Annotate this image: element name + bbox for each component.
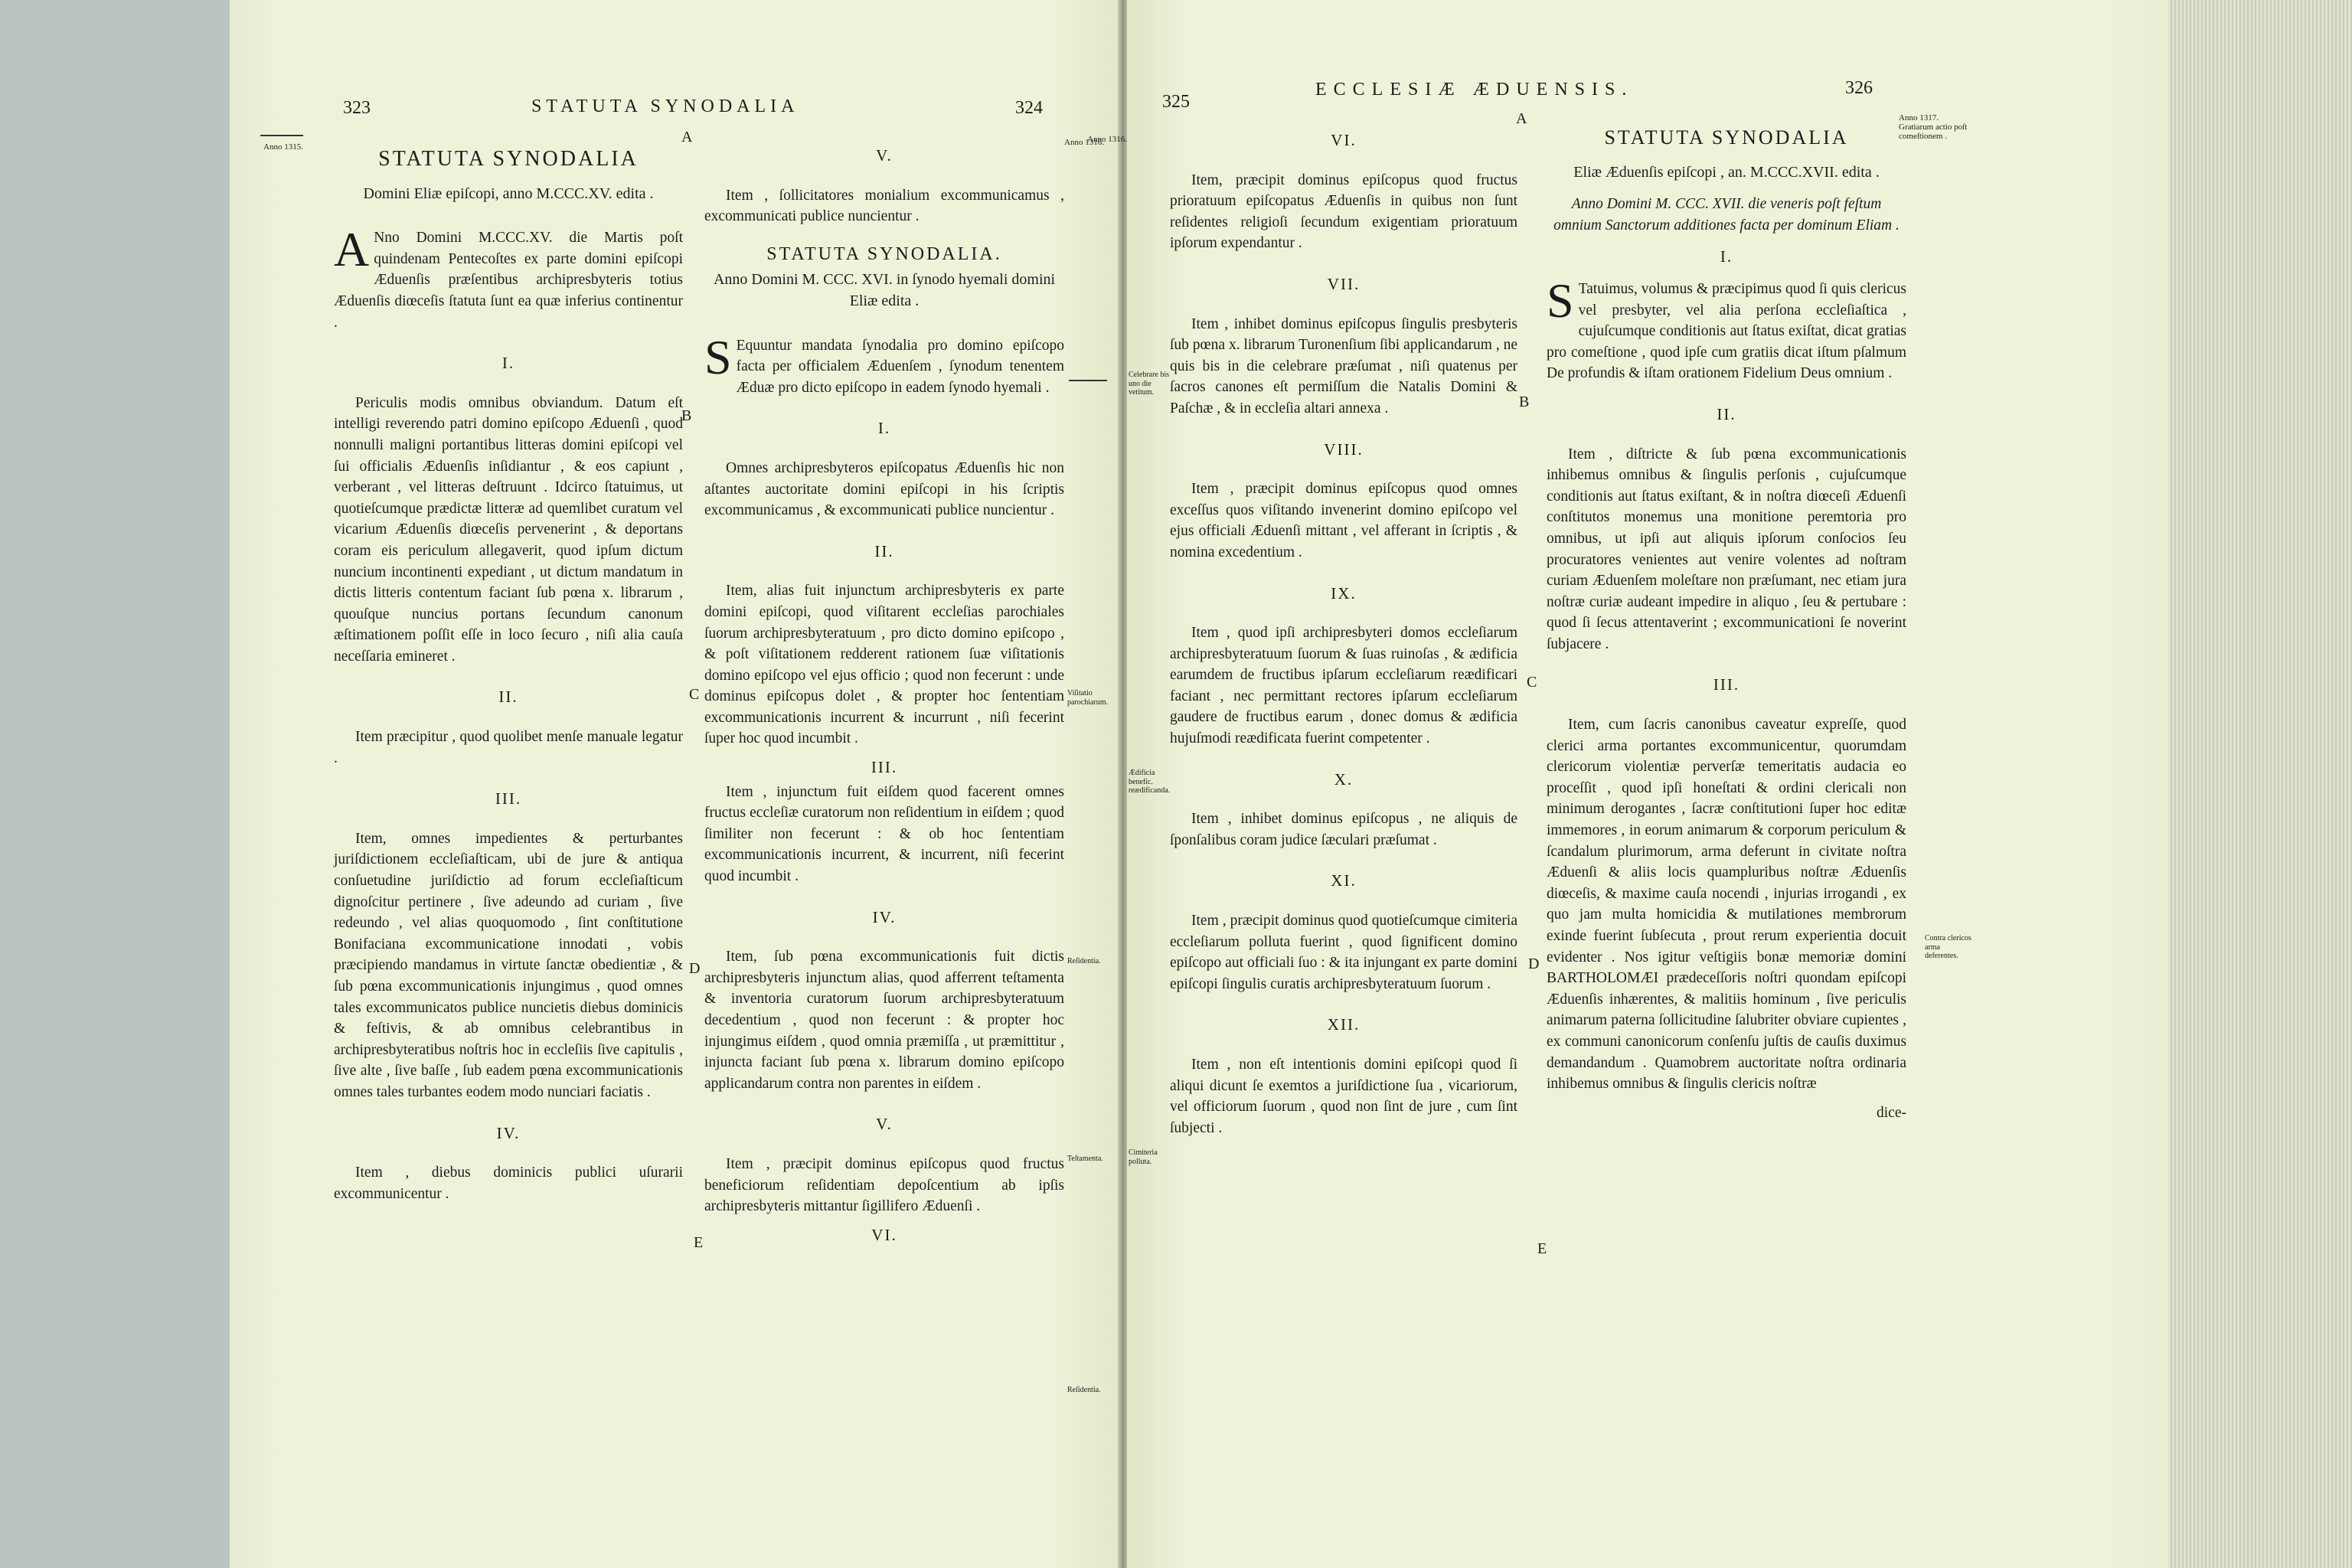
- margin-note: Contra clericos arma deferentes.: [1925, 934, 1971, 960]
- margin-note: Celebrare bis uno die vetitum.: [1129, 371, 1170, 397]
- section-heading: VI.: [1331, 131, 1357, 149]
- paragraph: Item , diſtricte & ſub pœna excommunicationis inhibemus omnibus & ſingulis perſonis , cujuſcumque conditionis aut ſtatus exiſtant, & in noſtra diœceſi Æduenſi conſtitutos monemus una monitione peremtoria pro omnibus, ut ipſi aut aliquis ipſorum conſocios ſeu procuratores venientes aut venire volentes ad noſtram curiam Æduenſem moleſtare non præſumant, nec etiam jura noſtræ curiæ audeant impedire in aliquo , ſeu & pertubare : quod ſi ſecus attentaverint ; excommunicationi ſe noverint ſubjacere .: [1547, 446, 1906, 652]
- paragraph: Item , injunctum fuit eiſdem quod facerent omnes fructus eccleſiæ curatorum non reſidentium in eiſdem ; quod ſimiliter non fecerunt : & ob hoc ſententiam excommunicationis incurrent, & incurrent, niſi fecerint quod incumbit .: [704, 783, 1064, 885]
- section-letter-c: C: [689, 686, 700, 703]
- statute-title: STATUTA SYNODALIA: [378, 147, 639, 171]
- section-heading: V.: [876, 146, 893, 165]
- section-heading: III.: [871, 758, 898, 777]
- running-head-left: STATUTA SYNODALIA: [531, 96, 799, 116]
- paragraph: Omnes archipresbyteros epiſcopatus Æduenſis hic non aſtantes auctoritate domini epiſcopi in his ſcriptis excommunicamus , & excommunicati publice nuncientur .: [704, 459, 1064, 519]
- section-heading: IX.: [1331, 583, 1357, 603]
- page-number-324: 324: [1015, 98, 1043, 118]
- section-heading: III.: [495, 789, 522, 808]
- paragraph: Tatuimus, volumus & præcipimus quod ſi quis clericus vel presbyter, vel alia perſona eccleſiaſtica , cujuſcumque conditionis aut ſtatus exiſtat, dicat gratias pro comeſtione , quod ipſe cum gratiis dicat iſtum pſalmum De profundis & iſtam orationem Fidelium Deus omnium .: [1547, 280, 1906, 382]
- paragraph: Item, cum ſacris canonibus caveatur expreſſe, quod clerici arma portantes excommunicentur, quorumdam clericorum violentiæ perverſæ temeritatis audacia eo proceſſit , quod ipſi honeſtati & ordini clericali non minimum derogantes , ſacræ conſtitutioni ſuper hoc editæ immemores , in eorum animarum & corporum periculum & ſcandalum plurimorum, arma deferunt in civitate noſtra Æduenſi & aliis locis quampluribus noſtræ Æduenſis diœceſis, & maxime cauſa nocendi , injurias irrogandi , ex quo jam multa homicidia & mutilationes membrorum exinde fuerint ſubſecuta , prout rerum experientia docuit evidenter . Nos igitur veſtigiis bonæ memoriæ domini BARTHOLOMÆI prædeceſſoris noſtri quondam epiſcopi Æduenſis inhærentes, & malitiis hominum , ſive periculis animarum paterna ſollicitudine ſalubriter obviare cupientes , ex communi canonicorum conſenſu juſtis de cauſis duximus demandandum . Quamobrem auctoritate noſtra ordinaria inhibemus omnibus & ſingulis clericis noſtræ: [1547, 717, 1906, 1093]
- anno-note-right: Anno 1316.: [1087, 135, 1127, 144]
- paragraph: Item , inhibet dominus epiſcopus , ne aliquis de ſponſalibus coram judice ſæculari præſumat .: [1170, 811, 1517, 848]
- section-heading: III.: [1713, 675, 1740, 694]
- margin-rule: [1069, 380, 1107, 381]
- anno-note-right-col4: Anno 1317. Gratiarum actio poſt comeſtionem .: [1899, 113, 1968, 142]
- catchword: VI.: [871, 1225, 897, 1244]
- section-letter-b: B: [1519, 394, 1530, 410]
- section-heading: I.: [501, 354, 515, 373]
- running-head-right: ECCLESIÆ ÆDUENSIS.: [1315, 80, 1634, 100]
- paragraph: Item, alias fuit injunctum archipresbyteris ex parte domini epiſcopi, quod viſitarent eccleſias parochiales ſuorum archipresbyteratuum , pro dicto domino epiſcopo , & poſt viſitationem redderent rationem ſuæ viſitationis domino epiſcopo vel ejus officio ; quod non fecerunt : unde dominus epiſcopus dolet , & propter hoc ſententiam excommunicationis incurrent & incurrunt , niſi fecerint ſuper hoc quod incumbit .: [704, 583, 1064, 747]
- section-letter-a: A: [1516, 110, 1527, 127]
- paragraph: Equuntur mandata ſynodalia pro domino epiſcopo facta per officialem Æduenſem , ſynodum tenentem Æduæ pro dicto epiſcopo in eadem ſynodo hyemali .: [736, 337, 1064, 396]
- margin-note: Reſidentia.: [1067, 957, 1101, 965]
- paragraph: Periculis modis omnibus obviandum. Datum eſt intelligi reverendo patri domino epiſcopo Æduenſi , quod nonnulli maligni portantibus litteras domini epiſcopi vel ſui officialis Æduenſis inſidiantur , & eos capiunt , verberant , vel litteras deſtruunt . Idcirco ſtatuimus, ut quotieſcumque prædictæ litteræ ad quemlibet curatum vel vicarium Æduenſis diœceſis pervenerint , & deportans coram eis periculum allegaverit, quod ipſum dictum nuncium incontinenti expediant , ut dictum mandatum in dictis litteris contentum faciant ſub pœna x. librarum , quouſque nuncius portans ſecundum canonum æſtimationem poſſit eſſe in loco ſecuro , niſi alia cauſa neceſſaria emineret .: [334, 394, 683, 665]
- page-number-323: 323: [343, 98, 371, 118]
- section-heading: I.: [877, 419, 891, 438]
- section-heading: IV.: [496, 1123, 521, 1142]
- section-letter-e: E: [694, 1234, 704, 1251]
- section-heading: II.: [1717, 404, 1736, 423]
- section-letter-d: D: [689, 960, 701, 977]
- column-4: [1547, 127, 1906, 1123]
- section-heading: VIII.: [1324, 439, 1364, 459]
- paragraph: Item , diebus dominicis publici uſurarii excommunicentur .: [334, 1165, 683, 1202]
- margin-note: Cimiteria polluta.: [1129, 1148, 1158, 1166]
- section-heading: II.: [874, 541, 894, 560]
- paragraph: Item, ſub pœna excommunicationis fuit dictis archipresbyteris injunctum alias, quod afferrent teſtamenta & inventoria curatorum ſuorum archipresbyteratuum decedentium , quod non fecerunt : & propter hoc injungimus eiſdem , quod omnia præmiſſa , ut præmittitur , injuncta faciant ſub pœna x. librarum domino epiſcopo applicandarum contra non parentes in eiſdem .: [704, 949, 1064, 1092]
- column-1: [334, 149, 683, 1212]
- page-number-326: 326: [1845, 78, 1873, 98]
- paragraph: Item , præcipit dominus quod quotieſcumque cimiteria eccleſiarum polluta fuerint , quod ſignificent domino epiſcopo aut officiali ſuo : & ita injungant ex parte domini epiſcopi ſingulis curatis archipresbyteratuum ſuorum .: [1170, 913, 1517, 992]
- statute-subtitle: Anno Domini M. CCC. XVI. in ſynodo hyemali domini Eliæ edita .: [713, 271, 1056, 309]
- section-heading: VII.: [1327, 274, 1361, 293]
- anno-note-left-col2: Anno 1316.: [1064, 138, 1104, 147]
- drop-cap: S: [1547, 273, 1574, 328]
- paragraph: Nno Domini M.CCC.XV. die Martis poſt quindenam Pentecoſtes ex parte domini epiſcopi Æduenſis præſentibus archipresbyteris totius Æduenſis diœceſis ſtatuta ſunt ea quæ inferius continentur .: [334, 230, 683, 331]
- margin-note: Reſidentia.: [1067, 1386, 1101, 1394]
- section-letter-d: D: [1528, 956, 1540, 972]
- paragraph: Item , ſollicitatores monialium excommunicamus , excommunicati publice nuncientur .: [704, 187, 1064, 225]
- section-heading: V.: [876, 1115, 893, 1134]
- paragraph: Item , non eſt intentionis domini epiſcopi quod ſi aliqui dicunt ſe exemtos a juriſdictione ſua , vicariorum, vel officiorum ſuorum , quod non ſint de jure , cum ſint ſubjecti .: [1170, 1057, 1517, 1136]
- section-letter-c: C: [1527, 674, 1537, 691]
- page-number-325: 325: [1162, 92, 1190, 112]
- section-heading: II.: [498, 688, 518, 707]
- paragraph: Item, præcipit dominus epiſcopus quod fructus prioratuum epiſcopatus Æduenſis in quibus non ſunt reſidentes religioſi ſecundum exigentiam prioratuum ipſorum expendantur .: [1170, 172, 1517, 252]
- catchword: dice-: [1877, 1104, 1906, 1121]
- italic-heading: Anno Domini M. CCC. XVII. die veneris poſt feſtum omnium Sanctorum additiones facta per dominum Eliam .: [1553, 196, 1900, 234]
- section-letter-e: E: [1537, 1240, 1547, 1257]
- anno-note-left: Anno 1315.: [263, 142, 303, 152]
- section-heading: IV.: [872, 907, 897, 926]
- paragraph: Item , inhibet dominus epiſcopus ſingulis presbyteris ſub pœna x. librarum Turonenſium ſibi applicandarum , ne quis bis in die celebrare præſumat , niſi quatenus per ſacros canones eſt permiſſum die Natalis Domini & Paſchæ , & in eccleſia altari annexa .: [1170, 315, 1517, 416]
- paragraph: Item , præcipit dominus epiſcopus quod omnes exceſſus quos viſitando invenerint domino epiſcopo vel ejus officiali Æduenſi mittant , vel afferant in ſcriptis , & nomina excedentium .: [1170, 481, 1517, 560]
- section-letter-a: A: [681, 129, 693, 145]
- section-letter-b: B: [681, 407, 692, 424]
- section-heading: XI.: [1331, 871, 1357, 890]
- section-heading: XII.: [1327, 1015, 1361, 1034]
- statute-subtitle: Domini Eliæ epiſcopi, anno M.CCC.XV. edita .: [363, 185, 654, 202]
- paragraph: Item præcipitur , quod quolibet menſe manuale legatur .: [334, 729, 683, 766]
- paragraph: Item , quod ipſi archipresbyteri domos eccleſiarum archipresbyteratuum ſuorum & ſuas ruinoſas , & ædificia earumdem de fructibus ipſarum eccleſiarum reædificari faciant , nec permittant rectores ipſarum eccleſiarum gaudere de fructibus earum , donec domus & ædificia hujuſmodi reædificata fuerint competenter .: [1170, 625, 1517, 747]
- column-2: [704, 145, 1064, 1246]
- drop-cap: A: [334, 222, 370, 277]
- section-heading: X.: [1334, 769, 1354, 789]
- drop-cap: S: [704, 329, 732, 384]
- margin-rule: [260, 135, 303, 136]
- paragraph: Item , præcipit dominus epiſcopus quod fructus beneficiorum reſidentiam depoſcentium ab ipſis archipresbyteris mittantur ſigillifero Æduenſi .: [704, 1155, 1064, 1215]
- statute-subtitle: Eliæ Æduenſis epiſcopi , an. M.CCC.XVII. edita .: [1573, 163, 1880, 181]
- page-edges: [2168, 0, 2352, 1568]
- margin-note: Viſitatio parochiarum.: [1067, 689, 1109, 707]
- statute-title: STATUTA SYNODALIA.: [766, 243, 1002, 264]
- section-heading: I.: [1720, 247, 1733, 266]
- column-3: [1170, 130, 1517, 1146]
- paragraph: Item, omnes impedientes & perturbantes juriſdictionem eccleſiaſticam, ubi de jure & antiqua conſuetudine juriſdictio ad forum eccleſiaſticum dignoſcitur pertinere , ſive adeundo ad curiam , ſive redeundo , vel alias quoquomodo , ſint conſtitutione Bonifaciana excommunicatione innodati , vobis præcipiendo mandamus in virtute ſanctæ obedientiæ , & ſub pœna excommunicationis injungimus , quod omnes tales excommunicatos publice nuncietis diebus dominicis & feſtivis, & ab omnibus celebrantibus in archipresbyteratibus noſtris hoc in eccleſiis ſive capitulis , ſive alte , ſive baſſe , ſub eadem pœna excommunicationis omnes tales turbantes eodem modo nunciari faciatis .: [334, 830, 683, 1100]
- margin-note: Teſtamenta.: [1067, 1155, 1103, 1163]
- statute-title: STATUTA SYNODALIA: [1604, 126, 1849, 149]
- margin-note: Ædificia benefic. reædificanda.: [1129, 769, 1171, 795]
